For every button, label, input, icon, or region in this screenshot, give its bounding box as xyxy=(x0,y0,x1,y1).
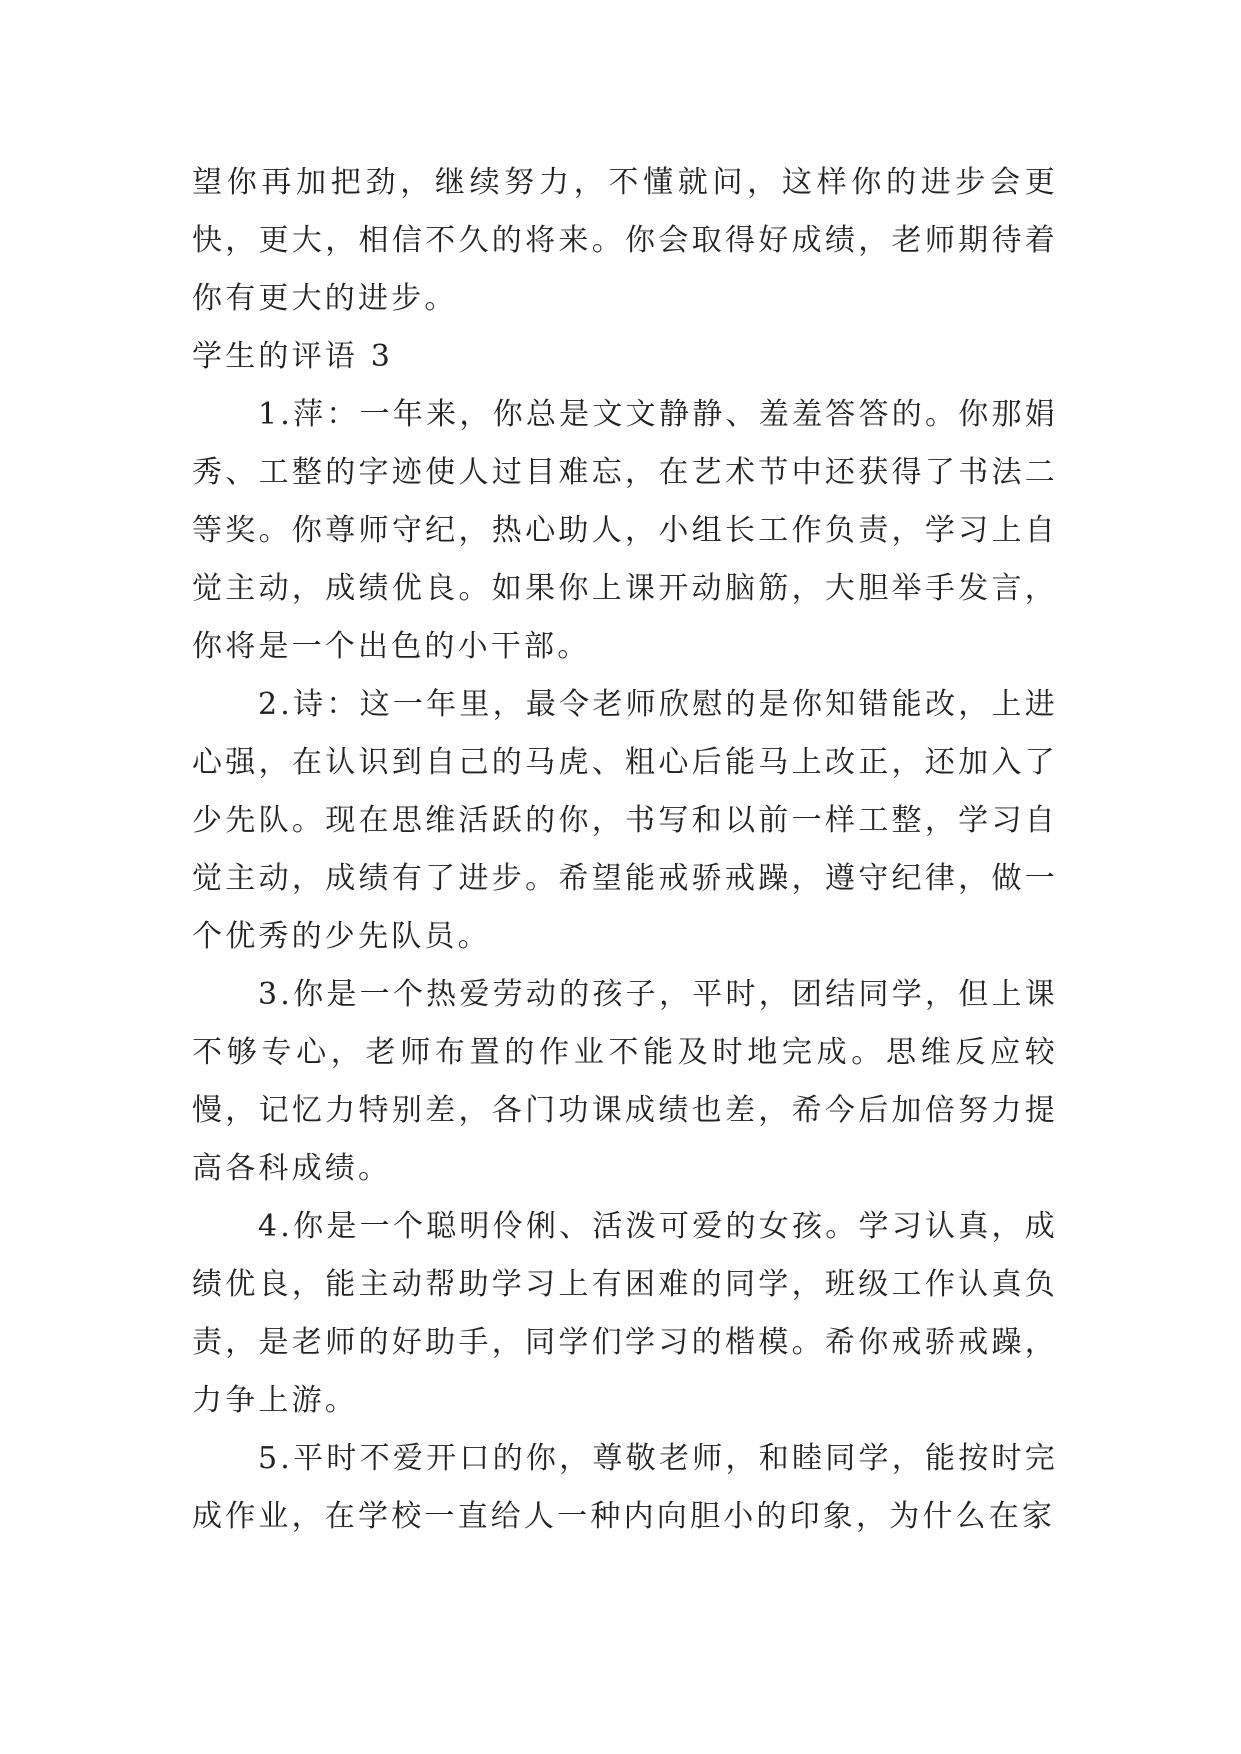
paragraph-continuation: 望你再加把劲，继续努力，不懂就问，这样你的进步会更快，更大，相信不久的将来。你会取得好成绩，老师期待着你有更大的进步。 xyxy=(192,165,1058,316)
document-body xyxy=(192,154,1058,1546)
comment-item-5: 5.平时不爱开口的你，尊敬老师，和睦同学，能按时完成作业，在学校一直给人一种内向胆小的印象，为什么在家 xyxy=(192,1441,1058,1534)
comment-item-3: 3.你是一个热爱劳动的孩子，平时，团结同学，但上课不够专心，老师布置的作业不能及时地完成。思维反应较慢，记忆力特别差，各门功课成绩也差，希今后加倍努力提高各科成绩。 xyxy=(192,977,1058,1186)
comment-item-4: 4.你是一个聪明伶俐、活泼可爱的女孩。学习认真，成绩优良，能主动帮助学习上有困难的同学，班级工作认真负责，是老师的好助手，同学们学习的楷模。希你戒骄戒躁，力争上游。 xyxy=(192,1209,1058,1418)
section-heading: 学生的评语 3 xyxy=(192,339,394,374)
comment-item-2: 2.诗：这一年里，最令老师欣慰的是你知错能改，上进心强，在认识到自己的马虎、粗心后能马上改正，还加入了少先队。现在思维活跃的你，书写和以前一样工整，学习自觉主动，成绩有了进步。希望能戒骄戒躁，遵守纪律，做一个优秀的少先队员。 xyxy=(192,687,1058,954)
comment-item-1: 1.萍：一年来，你总是文文静静、羞羞答答的。你那娟秀、工整的字迹使人过目难忘，在艺术节中还获得了书法二等奖。你尊师守纪，热心助人，小组长工作负责，学习上自觉主动，成绩优良。如果你上课开动脑筋，大胆举手发言，你将是一个出色的小干部。 xyxy=(192,397,1058,664)
